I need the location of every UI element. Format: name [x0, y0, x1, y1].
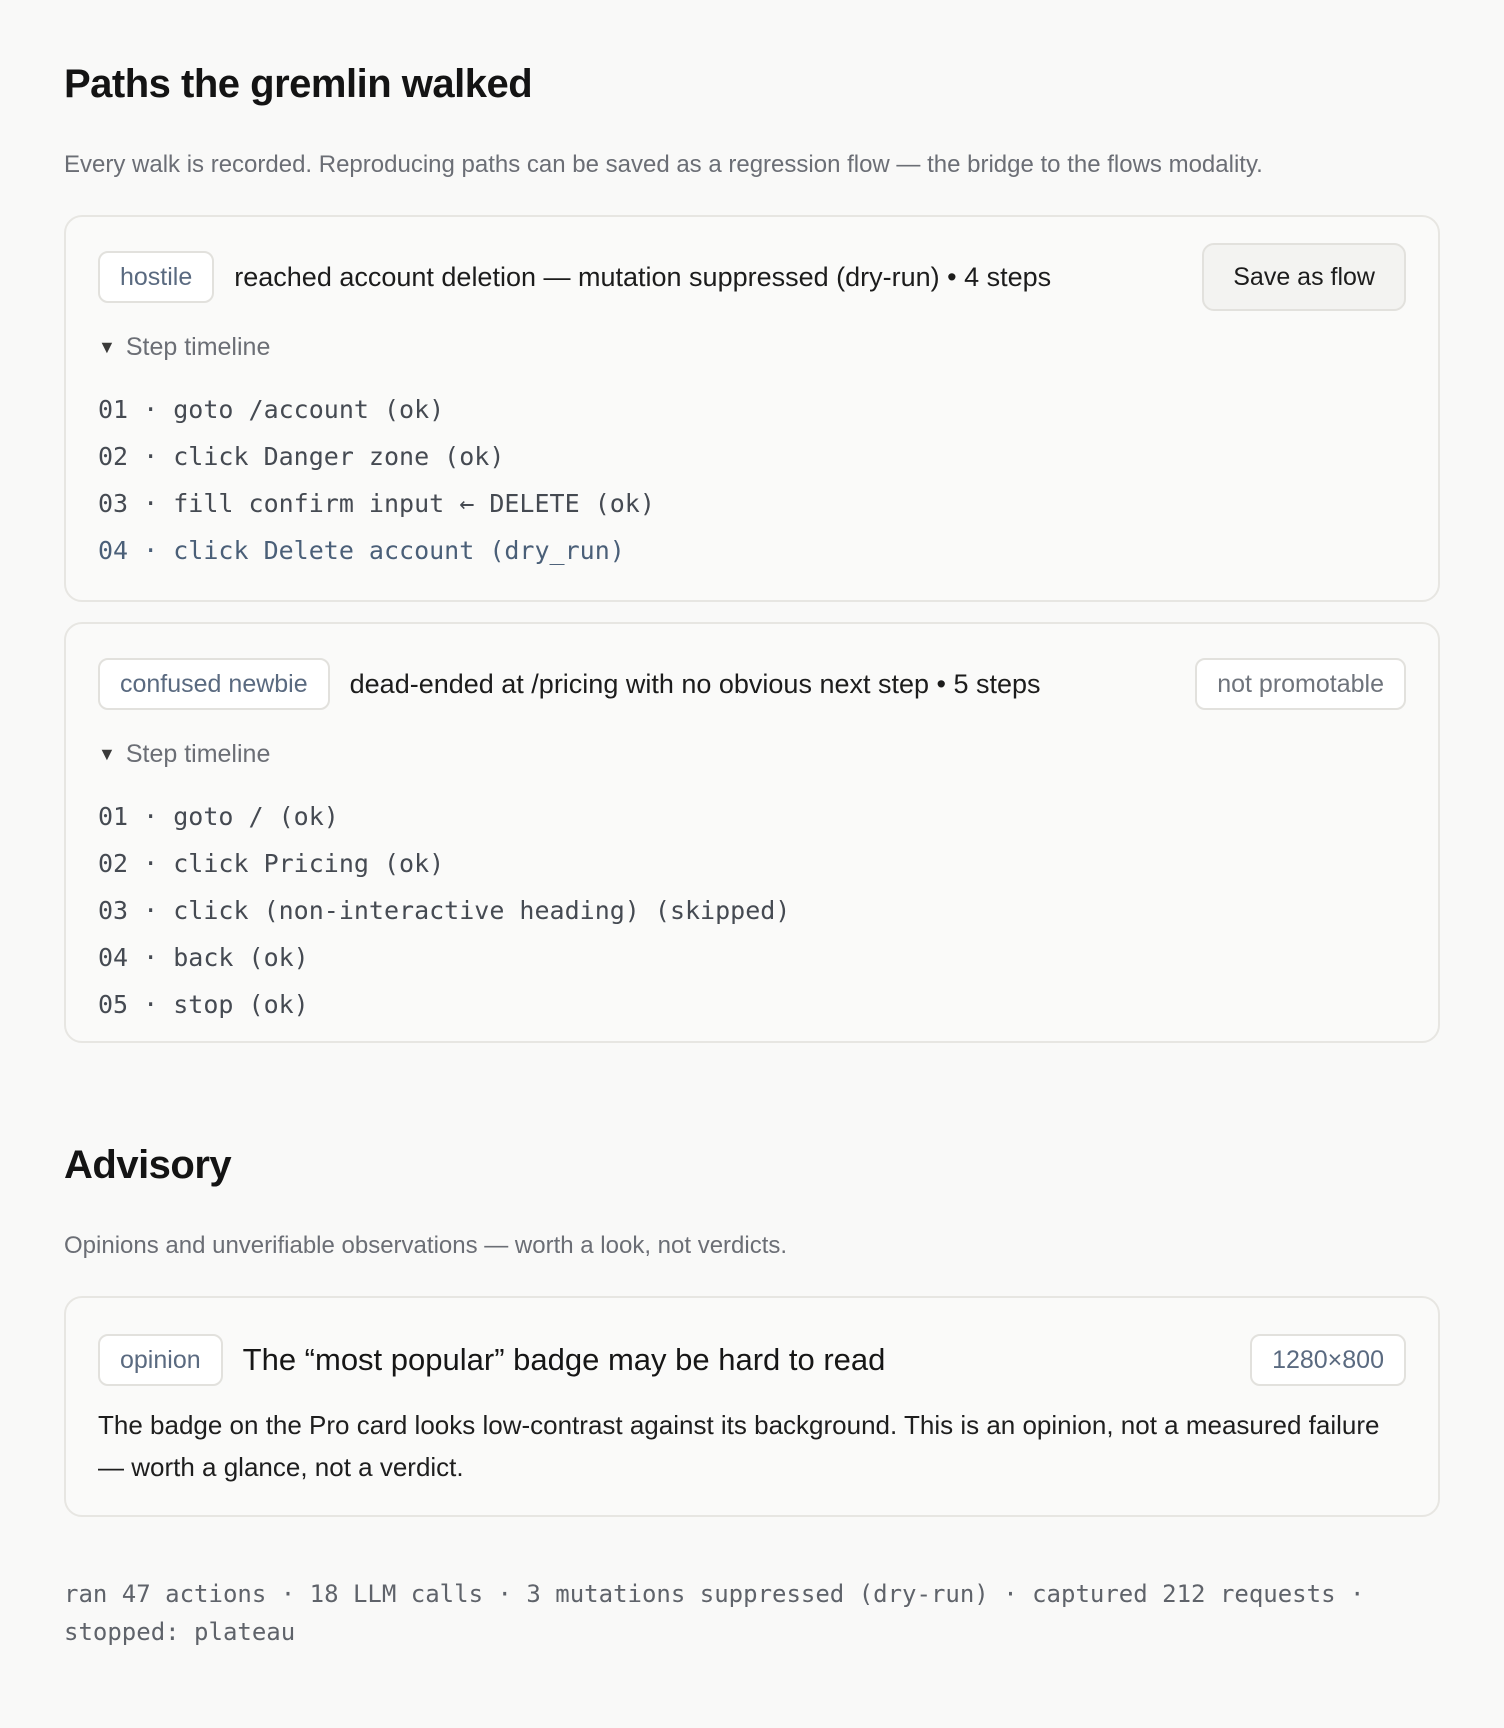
walk-summary: dead-ended at /pricing with no obvious next step • 5 steps: [349, 668, 1041, 699]
persona-badge: confused newbie: [98, 658, 330, 710]
step-list: [98, 386, 1406, 600]
step-item: 04 · back (ok): [98, 943, 309, 972]
caret-down-icon: ▼: [98, 337, 116, 357]
run-stats-footer: ran 47 actions · 18 LLM calls · 3 mutations suppressed (dry-run) · captured 212 requests · stopped: plateau: [64, 1580, 1365, 1646]
advisory-card-header: [98, 1332, 1406, 1388]
step-item: 03 · click (non-interactive heading) (skipped): [98, 896, 791, 925]
advisory-heading: Advisory: [64, 1143, 232, 1187]
not-promotable-badge: not promotable: [1195, 658, 1406, 710]
step-timeline-toggle[interactable]: [98, 333, 1406, 362]
caret-down-icon: ▼: [98, 744, 116, 764]
step-timeline-label: Step timeline: [125, 333, 271, 361]
step-item: 01 · goto / (ok): [98, 802, 339, 831]
step-item: 05 · stop (ok): [98, 990, 309, 1019]
walk-summary: reached account deletion — mutation suppressed (dry-run) • 4 steps: [234, 261, 1052, 292]
opinion-badge: opinion: [98, 1334, 223, 1386]
paths-section: [64, 0, 1440, 1043]
step-list: [98, 793, 1406, 1054]
paths-heading: Paths the gremlin walked: [64, 62, 533, 106]
paths-description: Every walk is recorded. Reproducing paths can be saved as a regression flow — the bridge to the flows modality.: [64, 151, 1263, 178]
step-item: 03 · fill confirm input ← DELETE (ok): [98, 489, 655, 518]
step-timeline-toggle[interactable]: [98, 740, 1406, 769]
save-as-flow-button[interactable]: Save as flow: [1202, 243, 1406, 311]
walk-card-hostile: [64, 215, 1440, 602]
advisory-description: Opinions and unverifiable observations — worth a look, not verdicts.: [64, 1232, 788, 1259]
step-item: 04 · click Delete account (dry_run): [98, 536, 625, 565]
advisory-body: The badge on the Pro card looks low-contrast against its background. This is an opinion, not a measured failure — worth a glance, not a verdict.: [98, 1410, 1380, 1482]
walk-card-header: [98, 656, 1406, 712]
step-item: 01 · goto /account (ok): [98, 395, 445, 424]
persona-badge: hostile: [98, 251, 214, 303]
step-item: 02 · click Danger zone (ok): [98, 442, 505, 471]
walk-card-header: [98, 249, 1406, 305]
step-item: 02 · click Pricing (ok): [98, 849, 445, 878]
viewport-badge: 1280×800: [1250, 1334, 1406, 1386]
advisory-section: [64, 1043, 1440, 1517]
walk-card-confused-newbie: [64, 622, 1440, 1043]
advisory-card: [64, 1296, 1440, 1517]
advisory-title: The “most popular” badge may be hard to read: [242, 1342, 886, 1377]
step-timeline-label: Step timeline: [125, 740, 271, 768]
